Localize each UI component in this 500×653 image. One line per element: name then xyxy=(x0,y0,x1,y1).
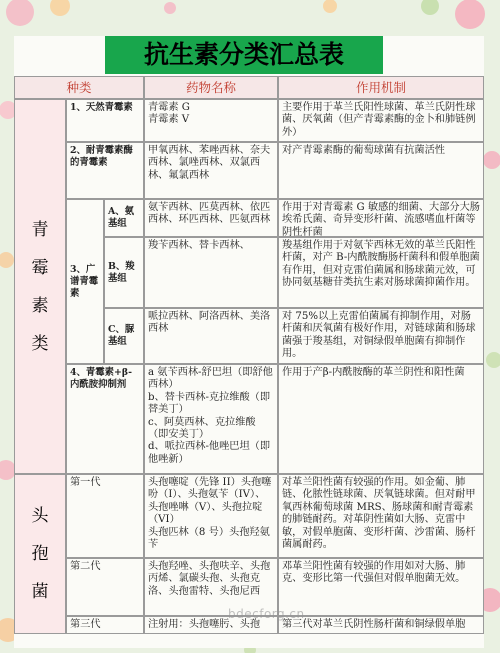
generation-first: 第一代 xyxy=(66,474,144,558)
category-penicillin-inhibitor: 4、青霉素+β-内酰胺抑制剂 xyxy=(66,364,144,474)
drug-first-generation: 头孢噻啶（先锋 II）头孢噻吩（I）、头孢氨苄（IV）、头孢唑啉（V）、头孢拉啶（VI） 头孢匹林（8 号）头孢羟氨苄 xyxy=(144,474,278,558)
page-title: 抗生素分类汇总表 xyxy=(143,40,344,69)
drug-penicillinase-resistant: 甲氧西林、苯唑西林、奈夫西林、氯唑西林、双氯西林、氟氯西林 xyxy=(144,142,278,199)
category-penicillinase-resistant: 2、耐青霉素酶的青霉素 xyxy=(66,142,144,199)
header-mechanism: 作用机制 xyxy=(278,76,484,99)
drug-amino: 氨苄西林、匹莫西林、依匹西林、环匹西林、匹氨西林 xyxy=(144,199,278,237)
category-natural-penicillin: 1、天然青霉素 xyxy=(66,99,144,142)
mechanism-penicillin-inhibitor: 作用于产β-内酰胺酶的革兰阴性和阳性菌 xyxy=(278,364,484,474)
mechanism-amino: 作用于对青霉素 G 敏感的细菌、大部分大肠埃希氏菌、奇异变形杆菌、流感嗜血杆菌等阴性杆菌 xyxy=(278,199,484,237)
drug-third-generation: 注射用：头孢噻肟、头孢 xyxy=(144,616,278,634)
drug-carboxy: 羧苄西林、替卡西林、 xyxy=(144,237,278,308)
drug-ureido: 哌拉西林、阿洛西林、美洛西林 xyxy=(144,308,278,364)
mechanism-third-generation: 第三代对革兰氏阴性肠杆菌和铜绿假单胞 xyxy=(278,616,484,634)
mechanism-first-generation: 对革兰阳性菌有较强的作用。如金葡、肺链、化脓性链球菌、厌氧链球菌。但对耐甲氧西林葡萄球菌 MRS、肠球菌和耐青霉素的肺链耐药。对革阴性菌如大肠、克雷中敏，对假单胞菌、变形杆菌、沙雷菌、肠杆菌属耐药。 xyxy=(278,474,484,558)
mechanism-second-generation: 邓革兰阳性菌有较强的作用如对大肠、肺克、变形比第一代强但对假单胞菌无效。 xyxy=(278,558,484,616)
group-label-cephalosporin: 头孢菌 xyxy=(14,474,66,634)
mechanism-ureido: 对 75%以上克雷伯菌属有抑制作用，对肠杆菌和厌氧菌有极好作用，对链球菌和肠球菌强于羧基组，对铜绿假单胞菌有抑制作用。 xyxy=(278,308,484,364)
watermark: bdecforg.cn xyxy=(228,607,305,621)
group-label-penicillin: 青霉素类 xyxy=(14,99,66,474)
drug-second-generation: 头孢羟唑、头孢呋辛、头孢丙烯、氯碳头孢、头孢克洛、头孢雷特、头孢尼西 xyxy=(144,558,278,616)
drug-penicillin-inhibitor: a 氨苄西林-舒巴坦（即舒他西林） b、替卡西林-克拉维酸（即替美丁） c、阿莫西林、克拉维酸（即安美丁） d、哌拉西林-他唑巴坦（即他唑新） xyxy=(144,364,278,474)
mechanism-carboxy: 羧基组作用于对氨苄西林无效的革兰氏阳性杆菌，对产 B-内酰胺酶肠杆菌科和假单胞菌有作用，但对克雷伯菌属和肠球菌元效，可协同氨基糖苷类抗生素对肠球菌抑菌作用。 xyxy=(278,237,484,308)
subcategory-ureido: C、脲基组 xyxy=(104,308,144,364)
generation-third: 第三代 xyxy=(66,616,144,634)
category-broad-spectrum: 3、广谱青霉素 xyxy=(66,199,104,364)
subcategory-carboxy: B、羧基组 xyxy=(104,237,144,308)
mechanism-penicillinase-resistant: 对产青霉素酶的葡萄球菌有抗菌活性 xyxy=(278,142,484,199)
header-category: 种类 xyxy=(14,76,144,99)
mechanism-natural-penicillin: 主要作用于革兰氏阳性球菌、革兰氏阴性球菌、厌氧菌（但产青霉素酶的金卜和肺链例外） xyxy=(278,99,484,142)
header-drug-name: 药物名称 xyxy=(144,76,278,99)
generation-second: 第二代 xyxy=(66,558,144,616)
drug-natural-penicillin: 青霉素 G 青霉素 V xyxy=(144,99,278,142)
subcategory-amino: A、氨基组 xyxy=(104,199,144,237)
